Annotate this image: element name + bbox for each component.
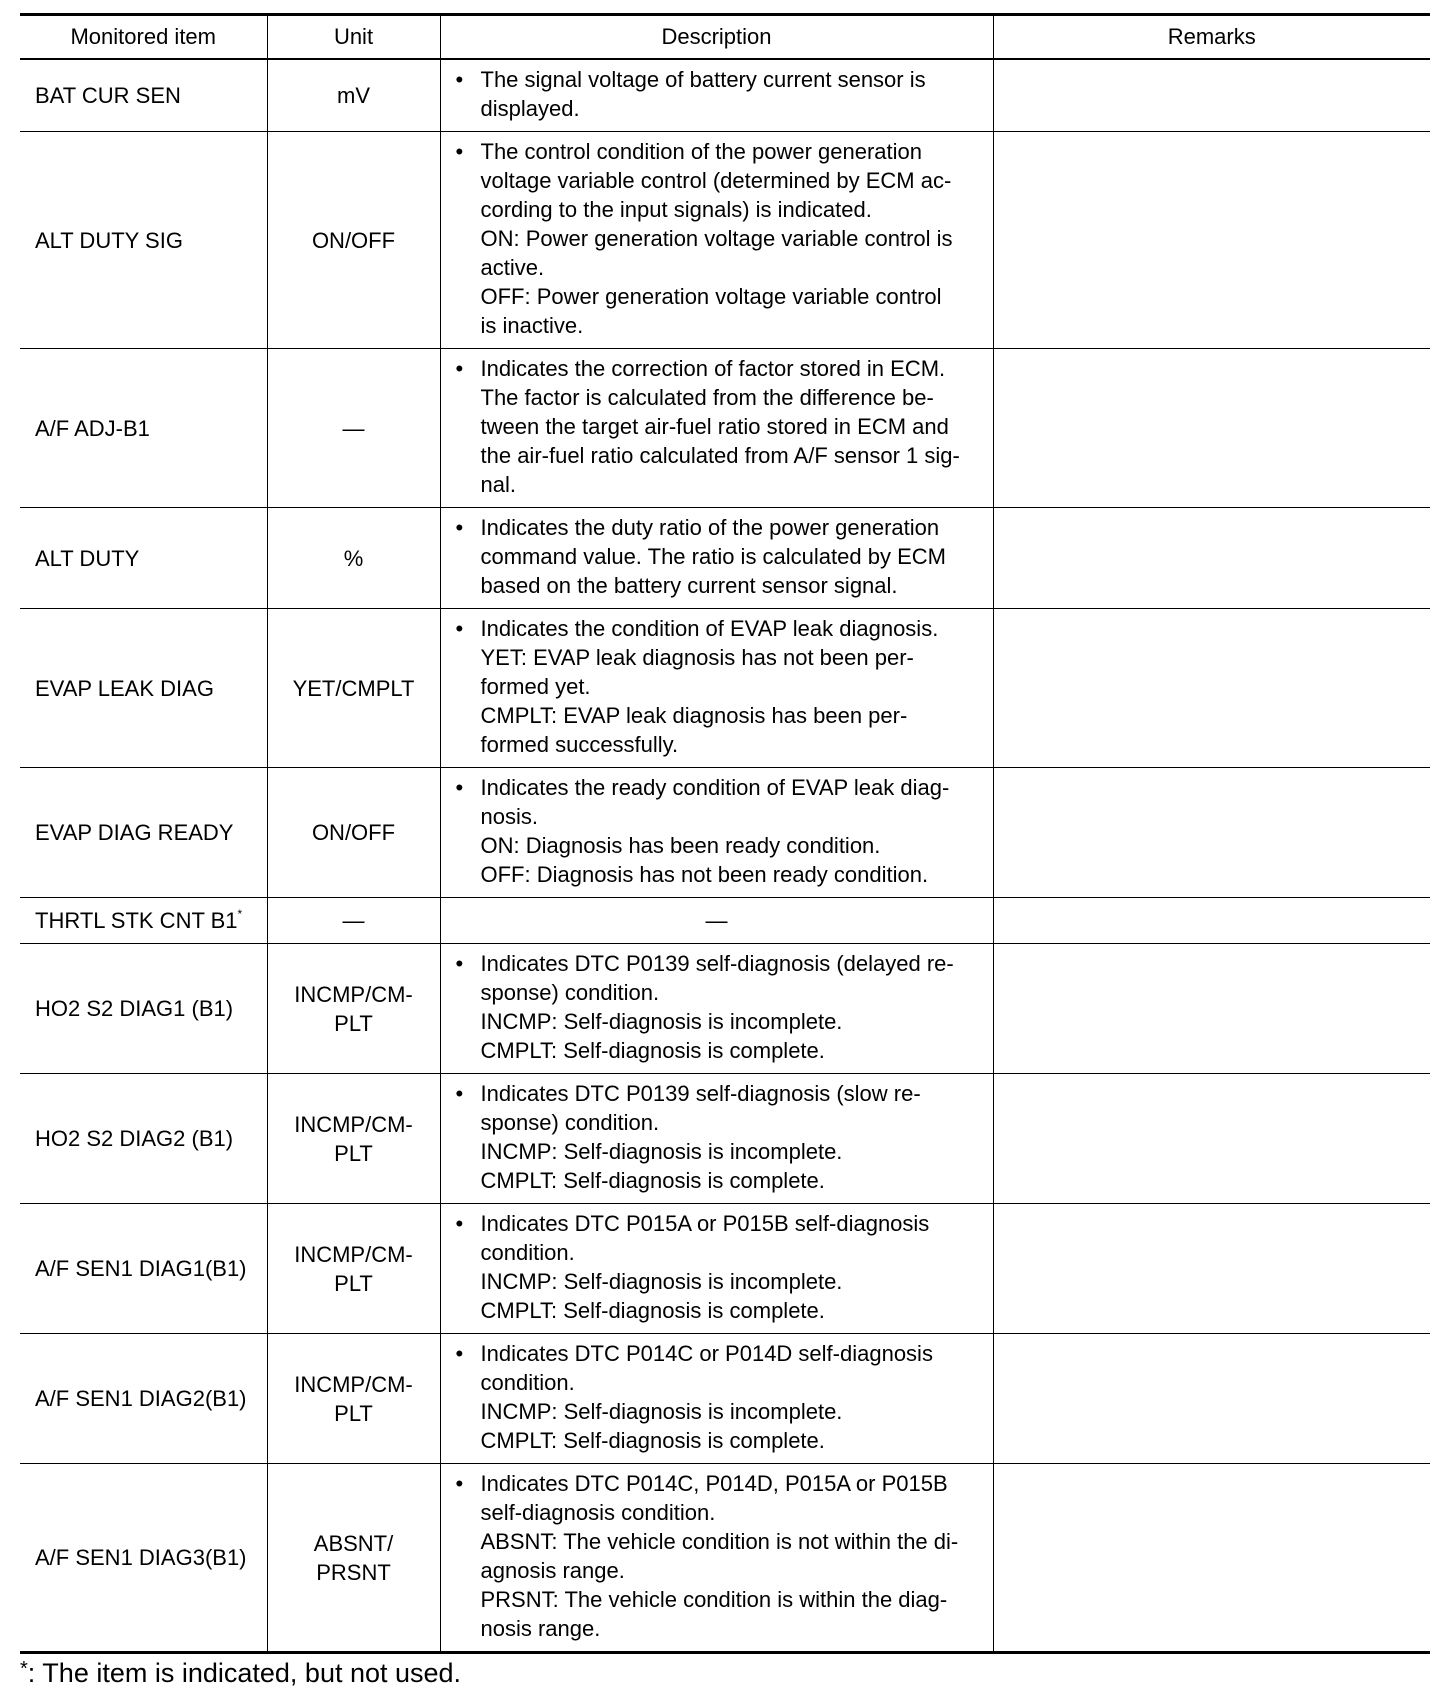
monitored-item-name: EVAP DIAG READY bbox=[35, 820, 234, 845]
description-line: Indicates the correction of factor stored in ECM. bbox=[480, 356, 946, 381]
remarks-cell bbox=[993, 944, 1430, 1074]
description-line: the air-fuel ratio calculated from A/F sensor 1 sig- bbox=[480, 443, 960, 468]
unit-cell bbox=[267, 132, 440, 349]
header-unit: Unit bbox=[267, 15, 440, 60]
header-remarks: Remarks bbox=[993, 15, 1430, 60]
footnote-text: : The item is indicated, but not used. bbox=[27, 1658, 462, 1688]
remarks-cell bbox=[993, 132, 1430, 349]
description-block bbox=[449, 65, 985, 123]
monitored-item-cell bbox=[20, 508, 267, 609]
monitored-item-cell bbox=[20, 59, 267, 132]
description-line: CMPLT: Self-diagnosis is complete. bbox=[480, 1298, 825, 1323]
description-line: tween the target air-fuel ratio stored in ECM and bbox=[480, 414, 949, 439]
monitored-item-name: ALT DUTY bbox=[35, 545, 140, 571]
unit-line: PRSNT bbox=[316, 1559, 391, 1585]
bullet: • bbox=[455, 67, 464, 92]
description-line: ON: Power generation voltage variable control is bbox=[480, 226, 953, 251]
description-line: active. bbox=[480, 255, 545, 280]
table-row bbox=[20, 59, 1430, 132]
description-cell bbox=[440, 508, 993, 609]
description-line: is inactive. bbox=[480, 313, 584, 338]
description-line: formed successfully. bbox=[480, 732, 679, 757]
unit-cell bbox=[267, 349, 440, 508]
unit-line: INCMP/CM- bbox=[294, 1241, 413, 1267]
description-line: voltage variable control (determined by ECM ac- bbox=[480, 168, 952, 193]
description-line: INCMP: Self-diagnosis is incomplete. bbox=[480, 1009, 843, 1034]
unit-value: — bbox=[342, 415, 365, 441]
description-line: The signal voltage of battery current sensor is bbox=[480, 67, 926, 92]
description-cell bbox=[440, 1204, 993, 1334]
table-row bbox=[20, 1074, 1430, 1204]
description-lines bbox=[481, 354, 985, 499]
monitored-item-name: HO2 S2 DIAG2 (B1) bbox=[35, 1126, 234, 1151]
description-line: Indicates DTC P0139 self-diagnosis (delayed re- bbox=[480, 951, 954, 976]
description-line: Indicates DTC P014C or P014D self-diagnosis bbox=[480, 1341, 933, 1366]
monitored-item-cell bbox=[20, 132, 267, 349]
monitored-item-name: ALT DUTY SIG bbox=[35, 227, 183, 253]
description-block bbox=[449, 614, 985, 759]
remarks-cell bbox=[993, 609, 1430, 768]
remarks-cell bbox=[993, 898, 1430, 944]
description-line: condition. bbox=[480, 1370, 575, 1395]
unit-cell bbox=[267, 508, 440, 609]
footnote bbox=[20, 1658, 1430, 1689]
remarks-cell bbox=[993, 59, 1430, 132]
description-lines bbox=[481, 65, 985, 123]
unit-cell bbox=[267, 1464, 440, 1653]
unit-value: — bbox=[342, 908, 365, 933]
description-block bbox=[449, 949, 985, 1065]
unit-line: PLT bbox=[334, 1400, 373, 1426]
unit-line: ABSNT/ bbox=[313, 1530, 394, 1556]
unit-cell bbox=[267, 898, 440, 944]
remarks-cell bbox=[993, 1204, 1430, 1334]
description-lines bbox=[481, 137, 985, 340]
description-line: CMPLT: Self-diagnosis is complete. bbox=[480, 1168, 825, 1193]
description-block bbox=[449, 1339, 985, 1455]
description-line: INCMP: Self-diagnosis is incomplete. bbox=[480, 1269, 843, 1294]
description-line: nosis range. bbox=[480, 1616, 601, 1641]
description-cell bbox=[440, 768, 993, 898]
unit-cell bbox=[267, 59, 440, 132]
description-block bbox=[449, 354, 985, 499]
unit-value: % bbox=[343, 545, 364, 571]
description-cell bbox=[440, 1464, 993, 1653]
unit-line: INCMP/CM- bbox=[294, 1111, 413, 1137]
remarks-cell bbox=[993, 1334, 1430, 1464]
unit-value: mV bbox=[337, 83, 370, 108]
table-row bbox=[20, 1464, 1430, 1653]
description-line: ON: Diagnosis has been ready condition. bbox=[480, 833, 881, 858]
bullet: • bbox=[455, 1341, 464, 1366]
unit-line: PLT bbox=[334, 1140, 373, 1166]
monitored-item-cell bbox=[20, 944, 267, 1074]
unit-value: ON/OFF bbox=[311, 227, 396, 253]
bullet: • bbox=[455, 139, 464, 164]
description-block bbox=[449, 1079, 985, 1195]
description-line: condition. bbox=[480, 1240, 575, 1265]
table-row bbox=[20, 1334, 1430, 1464]
unit-cell bbox=[267, 768, 440, 898]
monitored-item-name: A/F SEN1 DIAG2(B1) bbox=[35, 1386, 247, 1411]
description-block bbox=[449, 773, 985, 889]
description-lines bbox=[481, 1339, 985, 1455]
description-lines bbox=[481, 1469, 985, 1643]
bullet: • bbox=[455, 775, 464, 800]
table-row bbox=[20, 768, 1430, 898]
description-line: Indicates DTC P015A or P015B self-diagnosis bbox=[480, 1211, 930, 1236]
description-lines bbox=[481, 1079, 985, 1195]
monitored-item-cell bbox=[20, 898, 267, 944]
table-row bbox=[20, 132, 1430, 349]
description-line: OFF: Power generation voltage variable control bbox=[480, 284, 942, 309]
header-description: Description bbox=[440, 15, 993, 60]
description-line: Indicates DTC P014C, P014D, P015A or P015B bbox=[480, 1471, 948, 1496]
description-line: CMPLT: Self-diagnosis is complete. bbox=[480, 1428, 825, 1453]
description-line: INCMP: Self-diagnosis is incomplete. bbox=[480, 1139, 843, 1164]
table-row bbox=[20, 898, 1430, 944]
unit-cell bbox=[267, 1074, 440, 1204]
monitored-item-cell bbox=[20, 768, 267, 898]
description-line: formed yet. bbox=[480, 674, 591, 699]
description-line: cording to the input signals) is indicated. bbox=[480, 197, 872, 222]
monitored-item-cell bbox=[20, 1334, 267, 1464]
description-cell bbox=[440, 609, 993, 768]
description-line: PRSNT: The vehicle condition is within the diag- bbox=[480, 1587, 948, 1612]
description-line: displayed. bbox=[480, 96, 580, 121]
remarks-cell bbox=[993, 508, 1430, 609]
monitored-item-name: A/F SEN1 DIAG3(B1) bbox=[35, 1545, 247, 1570]
description-line: agnosis range. bbox=[480, 1558, 625, 1583]
description-line: command value. The ratio is calculated by ECM bbox=[480, 544, 946, 569]
footnote-marker: * bbox=[237, 907, 243, 921]
bullet: • bbox=[455, 515, 464, 540]
description-lines bbox=[481, 949, 985, 1065]
description-line: Indicates the duty ratio of the power generation bbox=[480, 515, 940, 540]
monitored-item-name: A/F SEN1 DIAG1(B1) bbox=[35, 1256, 247, 1281]
description-line: nal. bbox=[480, 472, 516, 497]
description-line: self-diagnosis condition. bbox=[480, 1500, 716, 1525]
bullet: • bbox=[455, 1081, 464, 1106]
description-lines bbox=[481, 513, 985, 600]
description-line: Indicates the ready condition of EVAP leak diag- bbox=[480, 775, 950, 800]
bullet: • bbox=[455, 951, 464, 976]
monitored-item-cell bbox=[20, 609, 267, 768]
description-cell bbox=[440, 944, 993, 1074]
description-lines bbox=[481, 614, 985, 759]
description-cell bbox=[440, 1334, 993, 1464]
description-line: CMPLT: Self-diagnosis is complete. bbox=[480, 1038, 825, 1063]
unit-line: INCMP/CM- bbox=[294, 1371, 413, 1397]
unit-cell bbox=[267, 1334, 440, 1464]
remarks-cell bbox=[993, 349, 1430, 508]
monitored-item-name: EVAP LEAK DIAG bbox=[35, 675, 214, 701]
description-line: The factor is calculated from the difference be- bbox=[480, 385, 934, 410]
description-line: Indicates the condition of EVAP leak diagnosis. bbox=[480, 616, 939, 641]
description-line: sponse) condition. bbox=[480, 980, 660, 1005]
description-line: sponse) condition. bbox=[480, 1110, 660, 1135]
description-cell bbox=[440, 898, 993, 944]
unit-value: ON/OFF bbox=[311, 820, 396, 845]
unit-cell bbox=[267, 944, 440, 1074]
bullet: • bbox=[455, 1211, 464, 1236]
bullet: • bbox=[455, 1471, 464, 1496]
description-line: YET: EVAP leak diagnosis has not been per- bbox=[480, 645, 914, 670]
monitored-item-cell bbox=[20, 1464, 267, 1653]
table-row bbox=[20, 349, 1430, 508]
description-line: CMPLT: EVAP leak diagnosis has been per- bbox=[480, 703, 908, 728]
unit-value: YET/CMPLT bbox=[292, 675, 415, 701]
table-row bbox=[20, 609, 1430, 768]
remarks-cell bbox=[993, 768, 1430, 898]
description-lines bbox=[481, 773, 985, 889]
description-dash: — bbox=[705, 908, 728, 933]
description-line: INCMP: Self-diagnosis is incomplete. bbox=[480, 1399, 843, 1424]
unit-line: INCMP/CM- bbox=[294, 981, 413, 1007]
monitored-item-cell bbox=[20, 349, 267, 508]
description-line: based on the battery current sensor signal. bbox=[480, 573, 898, 598]
description-block bbox=[449, 1469, 985, 1643]
description-line: ABSNT: The vehicle condition is not within the di- bbox=[480, 1529, 959, 1554]
description-cell bbox=[440, 349, 993, 508]
monitored-items-table bbox=[20, 13, 1430, 1654]
monitored-item-name: THRTL STK CNT B1 bbox=[35, 908, 238, 933]
unit-line: PLT bbox=[334, 1010, 373, 1036]
unit-line: PLT bbox=[334, 1270, 373, 1296]
table-row bbox=[20, 508, 1430, 609]
table-row bbox=[20, 944, 1430, 1074]
remarks-cell bbox=[993, 1464, 1430, 1653]
description-cell bbox=[440, 59, 993, 132]
monitored-item-cell bbox=[20, 1074, 267, 1204]
monitored-item-cell bbox=[20, 1204, 267, 1334]
table-header-row bbox=[20, 15, 1430, 60]
description-line: nosis. bbox=[480, 804, 538, 829]
monitored-item-name: BAT CUR SEN bbox=[35, 83, 181, 108]
description-line: OFF: Diagnosis has not been ready condition. bbox=[480, 862, 929, 887]
description-block bbox=[449, 1209, 985, 1325]
description-block bbox=[449, 137, 985, 340]
footnote-star: * bbox=[20, 1658, 28, 1680]
table-row bbox=[20, 1204, 1430, 1334]
header-monitored-item: Monitored item bbox=[20, 15, 267, 60]
description-cell bbox=[440, 132, 993, 349]
description-lines bbox=[481, 1209, 985, 1325]
monitored-item-name: HO2 S2 DIAG1 (B1) bbox=[35, 996, 234, 1021]
unit-cell bbox=[267, 609, 440, 768]
document bbox=[20, 13, 1430, 1689]
remarks-cell bbox=[993, 1074, 1430, 1204]
bullet: • bbox=[455, 356, 464, 381]
unit-cell bbox=[267, 1204, 440, 1334]
monitored-item-name: A/F ADJ-B1 bbox=[35, 415, 150, 441]
description-cell bbox=[440, 1074, 993, 1204]
bullet: • bbox=[455, 616, 464, 641]
description-line: Indicates DTC P0139 self-diagnosis (slow re- bbox=[480, 1081, 921, 1106]
description-line: The control condition of the power generation bbox=[480, 139, 923, 164]
description-block bbox=[449, 513, 985, 600]
